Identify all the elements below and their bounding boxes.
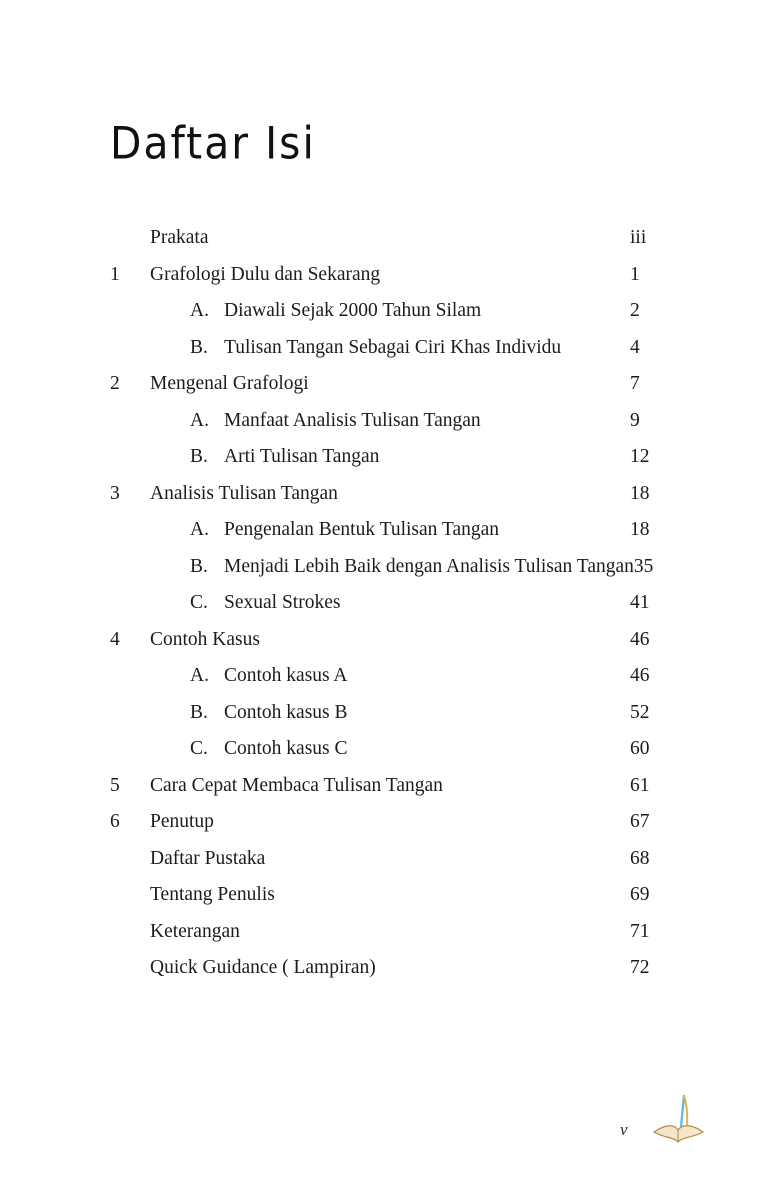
toc-entry-number: 3 (110, 482, 120, 504)
toc-entry-page: 9 (630, 409, 640, 431)
toc-entry-label: Manfaat Analisis Tulisan Tangan (224, 409, 481, 431)
toc-entry[interactable] (110, 228, 670, 248)
toc-entry[interactable] (110, 447, 670, 467)
toc-entry[interactable] (110, 593, 670, 613)
toc-entry-page: 72 (630, 957, 650, 978)
toc-entry-number: 2 (110, 373, 120, 394)
toc-entry-page: 46 (630, 628, 650, 650)
toc-entry-letter: A. (190, 519, 209, 540)
toc-entry-label: Penutup (150, 811, 214, 832)
toc-entry-number: 1 (110, 263, 120, 285)
toc-entry-page: 35 (633, 555, 654, 577)
toc-entry-number: 5 (110, 774, 120, 796)
toc-entry-label: Menjadi Lebih Baik dengan Analisis Tulisan Tangan (224, 555, 634, 577)
toc-entry-label: Contoh Kasus (150, 628, 260, 650)
toc-entry-page: 18 (630, 482, 650, 504)
toc-entry[interactable] (110, 812, 670, 832)
toc-entry[interactable] (110, 776, 670, 796)
toc-entry[interactable] (110, 411, 670, 431)
toc-entry-letter: B. (190, 446, 208, 467)
toc-entry[interactable] (110, 338, 670, 358)
toc-entry-number: 4 (110, 628, 120, 650)
toc-entry[interactable] (110, 520, 670, 540)
toc-entry-page: 61 (630, 774, 650, 796)
toc-entry-page: 67 (630, 811, 650, 832)
toc-entry-label: Contoh kasus C (224, 738, 348, 759)
toc-entry-label: Sexual Strokes (224, 592, 341, 613)
toc-entry-letter: A. (190, 665, 209, 686)
toc-entry-page: 41 (630, 592, 650, 613)
toc-entry[interactable] (110, 703, 670, 723)
toc-entry-page: 71 (630, 920, 650, 942)
toc-entry-letter: A. (190, 300, 209, 321)
toc-entry-label: Prakata (150, 227, 209, 248)
page-title: Daftar Isi (110, 118, 316, 170)
toc-entry-page: 4 (630, 336, 640, 358)
toc-entry-label: Grafologi Dulu dan Sekarang (150, 263, 381, 285)
toc-entry-letter: B. (190, 555, 208, 577)
toc-entry-label: Contoh kasus B (224, 701, 348, 723)
toc-entry-letter: C. (190, 738, 208, 759)
toc-entry-label: Diawali Sejak 2000 Tahun Silam (224, 300, 482, 321)
toc-entry-page: 1 (630, 263, 640, 285)
toc-entry-letter: B. (190, 336, 208, 358)
toc-entry[interactable] (110, 922, 670, 942)
toc-entry-letter: B. (190, 701, 208, 723)
toc-entry-page: 18 (630, 519, 650, 540)
toc-entry-label: Mengenal Grafologi (150, 373, 309, 394)
toc-entry-label: Daftar Pustaka (150, 847, 266, 869)
page-folio: v (620, 1120, 628, 1139)
toc-entry-page: 2 (630, 300, 640, 321)
toc-entry-page: 46 (630, 665, 650, 686)
toc-entry-label: Tentang Penulis (150, 884, 275, 905)
table-of-contents (110, 228, 670, 995)
toc-entry-label: Pengenalan Bentuk Tulisan Tangan (224, 519, 500, 540)
toc-entry[interactable] (110, 885, 670, 905)
toc-entry[interactable] (110, 301, 670, 321)
toc-entry-letter: A. (190, 409, 209, 431)
toc-entry-page: 69 (630, 884, 650, 905)
open-book-icon (648, 1080, 708, 1150)
toc-entry-label: Tulisan Tangan Sebagai Ciri Khas Individu (224, 336, 562, 358)
toc-entry-number: 6 (110, 811, 120, 832)
toc-entry-page: 12 (630, 446, 650, 467)
toc-entry[interactable] (110, 265, 670, 285)
toc-entry-letter: C. (190, 592, 208, 613)
toc-entry-label: Analisis Tulisan Tangan (150, 482, 338, 504)
toc-entry-page: 7 (630, 373, 640, 394)
toc-entry[interactable] (110, 630, 670, 650)
toc-entry[interactable] (110, 958, 670, 978)
toc-entry[interactable] (110, 739, 670, 759)
toc-entry-label: Quick Guidance ( Lampiran) (150, 957, 376, 978)
toc-entry[interactable] (110, 484, 670, 504)
toc-entry-label: Arti Tulisan Tangan (224, 446, 380, 467)
toc-entry[interactable] (110, 849, 670, 869)
toc-entry[interactable] (110, 666, 670, 686)
toc-entry-page: 68 (630, 847, 650, 869)
toc-entry[interactable] (110, 374, 670, 394)
toc-entry-label: Cara Cepat Membaca Tulisan Tangan (150, 774, 443, 796)
toc-entry-label: Keterangan (150, 920, 240, 942)
toc-entry-label: Contoh kasus A (224, 665, 348, 686)
toc-entry[interactable] (110, 557, 670, 577)
toc-entry-page: 60 (630, 738, 650, 759)
toc-entry-page: 52 (630, 701, 650, 723)
toc-entry-page: iii (630, 227, 647, 248)
